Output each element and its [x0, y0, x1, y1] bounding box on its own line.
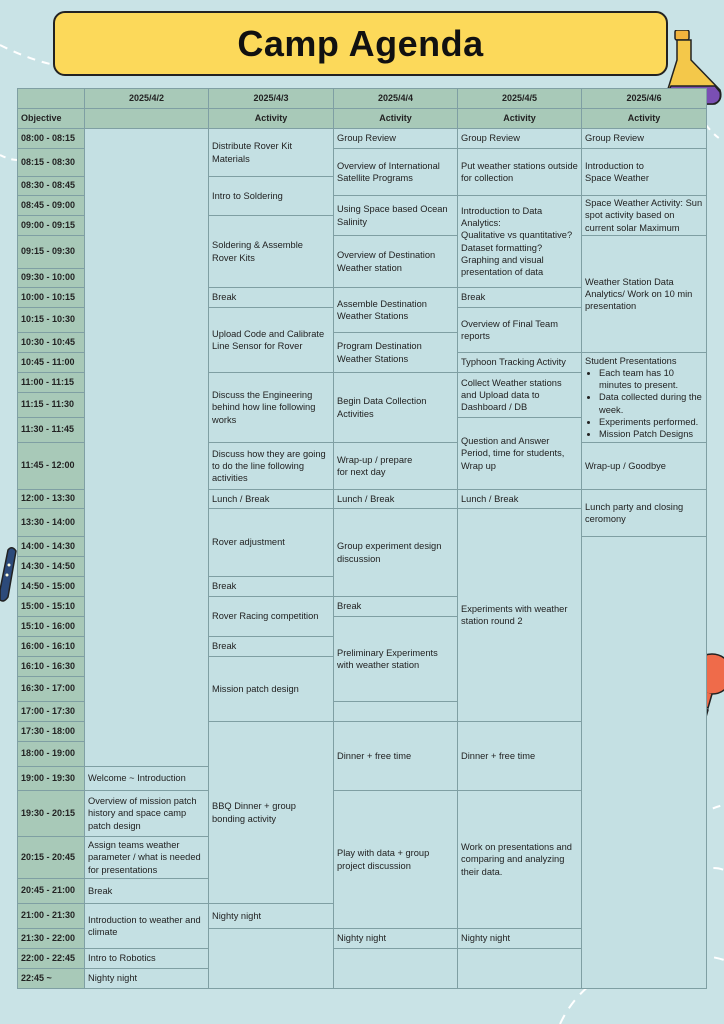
cell-text: Experiments with weather station round 2 — [461, 603, 568, 626]
cell-text: 16:10 - 16:30 — [21, 660, 76, 671]
activity-cell — [84, 128, 209, 767]
time-slot — [17, 766, 85, 791]
cell-text: Overview of Destination Weather station — [337, 250, 436, 273]
time-slot — [17, 721, 85, 742]
cell-text: Work on presentations and comparing and analyzing their data. — [461, 842, 572, 877]
cell-text: Nighty night — [212, 910, 262, 921]
cell-text: Introduction to weather and climate — [88, 914, 201, 937]
time-slot — [17, 636, 85, 657]
date-header — [208, 88, 334, 109]
activity-cell — [208, 636, 334, 657]
cell-text: Overview of mission patch history and space camp patch design — [88, 796, 197, 831]
activity-cell — [457, 287, 582, 308]
cell-text: 2025/4/3 — [253, 92, 289, 103]
time-slot — [17, 556, 85, 577]
cell-text: 2025/4/4 — [377, 92, 414, 103]
activity-cell — [84, 903, 209, 949]
cell-text: Break — [212, 641, 237, 652]
cell-text: Nighty night — [461, 933, 511, 944]
presentations-cell — [581, 352, 707, 443]
cell-text: Objective — [21, 112, 62, 123]
cell-text: Break — [88, 885, 113, 896]
presentations-list — [585, 367, 703, 439]
cell-text: Mission patch design — [212, 683, 299, 694]
agenda-table — [17, 88, 706, 1002]
cell-text: Collect Weather stations and Upload data to Dashboard / DB — [461, 377, 562, 413]
activity-cell — [208, 656, 334, 722]
list-item: • Each team has 10 minutes to present. — [599, 367, 703, 391]
activity-cell — [457, 508, 582, 722]
time-slot — [17, 903, 85, 929]
activity-cell — [208, 928, 334, 989]
cell-text: Wrap-up / Goodbye — [585, 460, 666, 471]
date-header — [17, 88, 85, 109]
activity-cell — [581, 148, 707, 196]
time-slot — [17, 878, 85, 904]
time-slot — [17, 372, 85, 393]
time-slot — [17, 616, 85, 637]
activity-cell — [581, 235, 707, 353]
cell-text: 08:15 - 08:30 — [21, 156, 76, 167]
cell-text: Activity — [503, 112, 536, 123]
cell-text: Break — [212, 292, 237, 303]
activity-cell — [84, 836, 209, 879]
activity-cell — [333, 332, 458, 373]
cell-text: Distribute Rover Kit Materials — [212, 141, 293, 164]
cell-text: Soldering & Assemble Rover Kits — [212, 240, 303, 263]
cell-text: Space Weather Activity: Sun spot activity based on current solar Maximum — [585, 198, 703, 233]
cell-text: 2025/4/5 — [501, 92, 538, 103]
date-header — [333, 88, 458, 109]
cell-text: Nighty night — [88, 973, 138, 984]
activity-cell — [333, 148, 458, 196]
cell-text: 21:30 - 22:00 — [21, 932, 76, 943]
presentations-content — [585, 355, 703, 440]
cell-text: 10:00 - 10:15 — [21, 291, 76, 302]
list-item: • Experiments performed. — [599, 416, 703, 428]
cell-text: Activity — [254, 112, 288, 123]
cell-text: 22:00 - 22:45 — [21, 952, 76, 963]
activity-cell — [333, 287, 458, 333]
time-slot — [17, 790, 85, 837]
cell-text: Discuss how they are going to do the line following activities — [212, 448, 326, 484]
cell-text: 11:00 - 11:15 — [21, 376, 75, 387]
time-slot — [17, 215, 85, 236]
time-slot — [17, 176, 85, 196]
activity-cell — [581, 195, 707, 236]
cell-text: 16:30 - 17:00 — [21, 683, 76, 694]
cell-text: 10:45 - 11:00 — [21, 356, 75, 367]
activity-cell — [333, 195, 458, 236]
cell-text: Group Review — [461, 133, 520, 144]
time-slot — [17, 352, 85, 373]
cell-text: Rover adjustment — [212, 537, 285, 548]
cell-text: 08:00 - 08:15 — [21, 132, 76, 143]
time-slot — [17, 676, 85, 702]
cell-text: 17:30 - 18:00 — [21, 725, 76, 736]
time-slot — [17, 596, 85, 617]
list-item: • Data collected during the week. — [599, 391, 703, 415]
cell-text: 11:30 - 11:45 — [21, 424, 75, 435]
time-slot — [17, 332, 85, 353]
cell-text: Activity — [627, 112, 661, 123]
cell-text: Preliminary Experiments with weather station — [337, 647, 438, 670]
activity-cell — [581, 489, 707, 537]
cell-text: Break — [337, 601, 362, 612]
cell-text: Overview of Final Team reports — [461, 318, 558, 341]
cell-text: 11:15 - 11:30 — [21, 399, 75, 410]
activity-cell — [457, 928, 582, 949]
presentations-heading: Student Presentations — [585, 356, 677, 367]
activity-cell — [84, 878, 209, 904]
activity-cell — [333, 928, 458, 949]
activity-cell — [457, 372, 582, 418]
activity-cell — [333, 948, 458, 989]
time-slot — [17, 701, 85, 722]
cell-text: 10:30 - 10:45 — [21, 336, 76, 347]
cell-text: Rover Racing competition — [212, 611, 319, 622]
activity-cell — [208, 721, 334, 904]
cell-text: 11:45 - 12:00 — [21, 460, 75, 471]
time-slot — [17, 417, 85, 443]
activity-cell — [457, 417, 582, 490]
cell-text: BBQ Dinner + group bonding activity — [212, 801, 296, 824]
column-label — [581, 108, 707, 129]
cell-text: Play with data + group project discussion — [337, 848, 430, 871]
cell-text: Begin Data Collection Activities — [337, 396, 427, 419]
cell-text: Group experiment design discussion — [337, 541, 442, 564]
time-slot — [17, 307, 85, 333]
cell-text: 08:45 - 09:00 — [21, 199, 76, 210]
activity-cell — [208, 287, 334, 308]
cell-text: Weather Station Data Analytics/ Work on 10 min presentation — [585, 276, 693, 312]
cell-text: Intro to Robotics — [88, 953, 156, 964]
cell-text: 14:30 - 14:50 — [21, 560, 76, 571]
activity-cell — [333, 442, 458, 490]
cell-text: Assign teams weather parameter / what is needed for presentations — [88, 840, 201, 875]
activity-cell — [208, 307, 334, 373]
cell-text: Question and Answer Period, time for students, Wrap up — [461, 436, 565, 471]
cell-text: 22:45 ~ — [21, 972, 52, 983]
cell-text: Assemble Destination Weather Stations — [337, 298, 427, 321]
cell-text: 14:50 - 15:00 — [21, 580, 76, 591]
time-slot — [17, 576, 85, 597]
cell-text: 19:00 - 19:30 — [21, 772, 76, 783]
activity-cell — [581, 128, 707, 149]
activity-cell — [457, 195, 582, 288]
cell-text: Dinner + free time — [337, 750, 412, 761]
time-slot — [17, 948, 85, 969]
date-header — [84, 88, 209, 109]
cell-text: 09:00 - 09:15 — [21, 219, 76, 230]
activity-cell — [333, 235, 458, 288]
cell-text: 12:00 - 13:30 — [21, 493, 76, 504]
cell-text: Intro to Soldering — [212, 190, 283, 201]
column-label — [333, 108, 458, 129]
cell-text: Welcome ~ Introduction — [88, 773, 186, 784]
cell-text: 20:15 - 20:45 — [21, 851, 76, 862]
activity-cell — [84, 790, 209, 837]
cell-text: Typhoon Tracking Activity — [461, 357, 566, 368]
cell-text: 20:45 - 21:00 — [21, 885, 76, 896]
time-slot — [17, 968, 85, 989]
activity-cell — [208, 215, 334, 288]
cell-text: Overview of International Satellite Programs — [337, 160, 440, 183]
activity-cell — [457, 489, 582, 509]
activity-cell — [208, 442, 334, 490]
activity-cell — [457, 790, 582, 929]
time-slot — [17, 656, 85, 677]
cell-text: Upload Code and Calibrate Line Sensor for Rover — [212, 328, 325, 351]
cell-text: 2025/4/2 — [128, 92, 165, 103]
cell-text: 15:10 - 16:00 — [21, 620, 76, 631]
activity-cell — [457, 352, 582, 373]
time-slot — [17, 489, 85, 509]
date-header — [457, 88, 582, 109]
time-slot — [17, 741, 85, 767]
cell-text: 09:15 - 09:30 — [21, 246, 76, 257]
cell-text: Program Destination Weather Stations — [337, 341, 422, 364]
cell-text: Lunch / Break — [212, 493, 270, 504]
time-slot — [17, 128, 85, 149]
column-label — [457, 108, 582, 129]
cell-text: Introduction to Space Weather — [585, 160, 649, 183]
cell-text: Group Review — [337, 133, 396, 144]
activity-cell — [333, 508, 458, 597]
cell-text: 08:30 - 08:45 — [21, 180, 76, 191]
cell-text: 2025/4/6 — [626, 92, 662, 103]
activity-cell — [457, 307, 582, 353]
time-slot — [17, 392, 85, 418]
activity-cell — [333, 701, 458, 722]
cell-text: Wrap-up / prepare for next day — [337, 454, 413, 477]
activity-cell — [208, 176, 334, 216]
cell-text: Nighty night — [337, 933, 387, 944]
cell-text: 13:30 - 14:00 — [21, 516, 76, 527]
activity-cell — [333, 616, 458, 702]
activity-cell — [208, 596, 334, 637]
cell-text: Activity — [379, 112, 412, 123]
cell-text: Lunch / Break — [461, 493, 519, 504]
cell-text: 09:30 - 10:00 — [21, 272, 76, 283]
cell-text: Introduction to Data Analytics: Qualitative vs quantitative? Dataset formatting? Graphing and visual presentation of data — [461, 206, 573, 277]
cell-text: 16:00 - 16:10 — [21, 640, 76, 651]
cell-text: Group Review — [585, 133, 644, 144]
column-label — [84, 108, 209, 129]
activity-cell — [84, 948, 209, 969]
cell-text: Break — [461, 292, 486, 303]
time-slot — [17, 442, 85, 490]
page-title: Camp Agenda — [237, 22, 484, 64]
cell-text: 14:00 - 14:30 — [21, 540, 76, 551]
activity-cell — [333, 372, 458, 443]
activity-cell — [84, 766, 209, 791]
activity-cell — [333, 721, 458, 791]
activity-cell — [333, 489, 458, 509]
activity-cell — [457, 148, 582, 196]
time-slot — [17, 928, 85, 949]
activity-cell — [84, 968, 209, 989]
cell-text: 10:15 - 10:30 — [21, 314, 76, 325]
activity-cell — [457, 128, 582, 149]
cell-text: 19:30 - 20:15 — [21, 807, 76, 818]
activity-cell — [208, 128, 334, 177]
cell-text: 21:00 - 21:30 — [21, 910, 76, 921]
activity-cell — [333, 128, 458, 149]
time-slot — [17, 536, 85, 557]
list-item: • Mission Patch Designs — [599, 428, 703, 440]
cell-text: Put weather stations outside for collection — [461, 160, 578, 183]
activity-cell — [581, 442, 707, 490]
cell-text: Break — [212, 581, 237, 592]
cell-text: 18:00 - 19:00 — [21, 748, 76, 759]
activity-cell — [581, 536, 707, 989]
column-label — [208, 108, 334, 129]
time-slot — [17, 195, 85, 216]
activity-cell — [208, 576, 334, 597]
cell-text: Lunch / Break — [337, 493, 395, 504]
date-header — [581, 88, 707, 109]
cell-text: Discuss the Engineering behind how line following works — [212, 390, 316, 425]
cell-text: 15:00 - 15:10 — [21, 600, 76, 611]
cell-text: Lunch party and closing ceromony — [585, 501, 684, 524]
cell-text: Using Space based Ocean Salinity — [337, 204, 448, 227]
title-banner — [53, 11, 668, 76]
activity-cell — [457, 948, 582, 989]
cell-text: 17:00 - 17:30 — [21, 705, 76, 716]
activity-cell — [457, 721, 582, 791]
time-slot — [17, 148, 85, 177]
time-slot — [17, 508, 85, 537]
cell-text: Dinner + free time — [461, 750, 536, 761]
activity-cell — [208, 903, 334, 929]
time-slot — [17, 268, 85, 288]
column-label — [17, 108, 85, 129]
activity-cell — [333, 790, 458, 929]
time-slot — [17, 287, 85, 308]
activity-cell — [208, 489, 334, 509]
activity-cell — [208, 508, 334, 577]
activity-cell — [208, 372, 334, 443]
activity-cell — [333, 596, 458, 617]
time-slot — [17, 235, 85, 269]
time-slot — [17, 836, 85, 879]
